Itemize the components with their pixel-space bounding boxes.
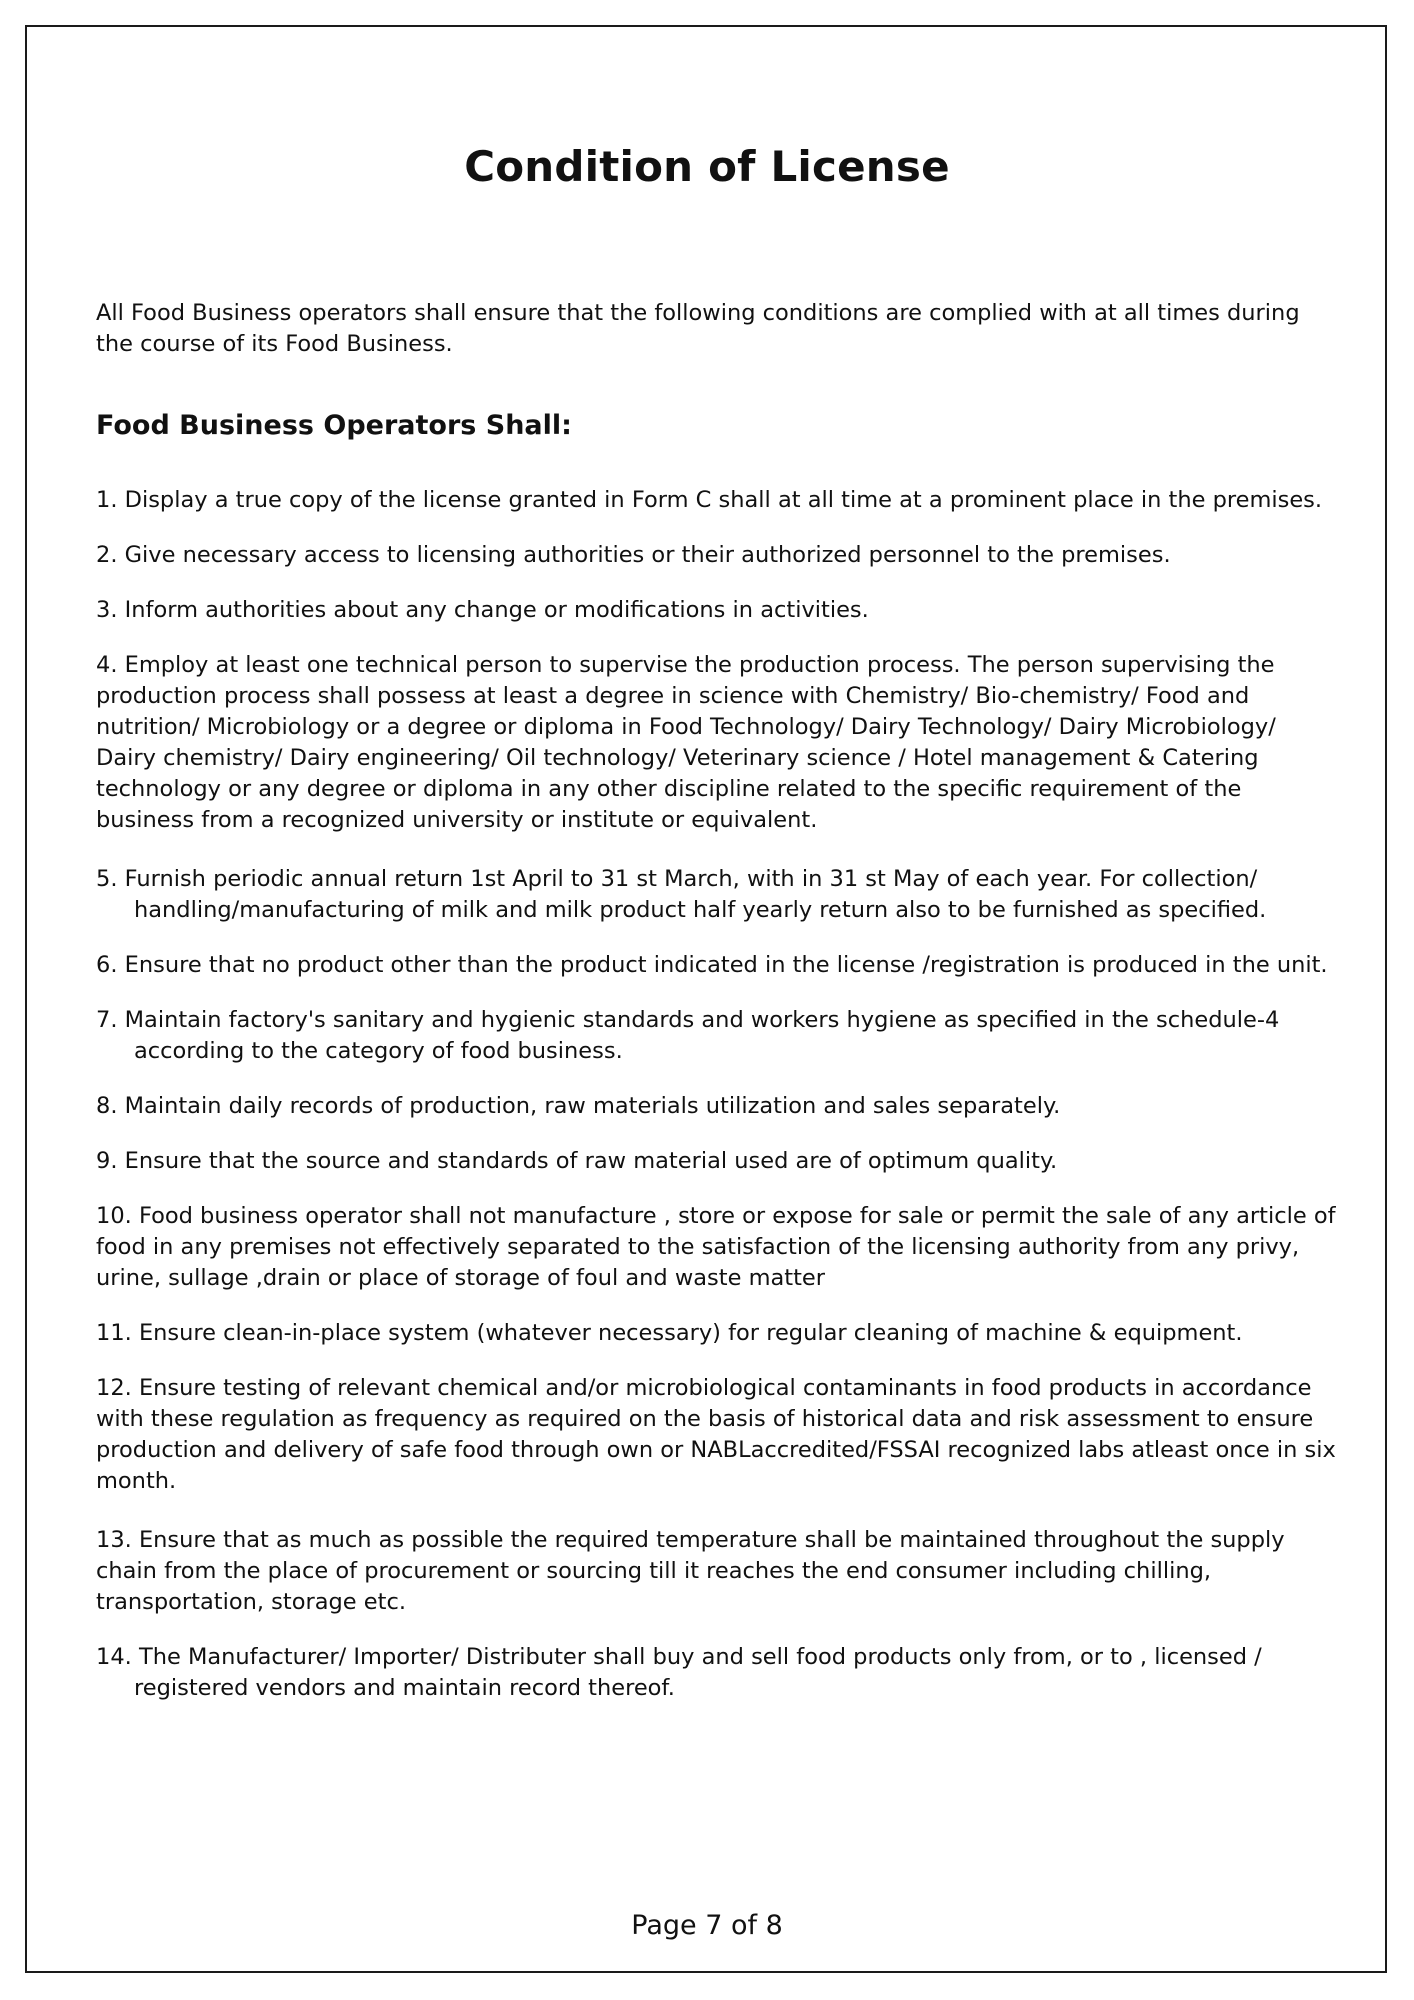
condition-text: Ensure that as much as possible the required temperature shall be maintained throughout the supply chain from the place of procurement or sourcing till it reaches the end consumer including chilling, transportation, storage etc.	[96, 1527, 1285, 1615]
condition-item	[96, 1005, 1336, 1067]
condition-item	[96, 1146, 1336, 1177]
section-heading: Food Business Operators Shall:	[96, 410, 572, 441]
condition-item	[96, 1525, 1336, 1618]
condition-text: Food business operator shall not manufacture , store or expose for sale or permit the sale of any article of food in any premises not effectively separated to the satisfaction of the licensing authority from any privy, urine, sullage ,drain or place of storage of foul and waste matter	[96, 1203, 1336, 1291]
condition-number: 10.	[96, 1203, 132, 1229]
condition-number: 1.	[96, 487, 118, 513]
condition-text: Ensure that the source and standards of raw material used are of optimum quality.	[124, 1148, 1058, 1174]
page-number: Page 7 of 8	[631, 1910, 783, 1941]
condition-item	[96, 595, 1336, 626]
condition-text: Inform authorities about any change or modifications in activities.	[124, 597, 869, 623]
condition-item	[96, 1201, 1336, 1294]
condition-item	[96, 650, 1336, 836]
condition-text: Display a true copy of the license granted in Form C shall at all time at a prominent place in the premises.	[124, 487, 1323, 513]
condition-number: 11.	[96, 1320, 132, 1346]
condition-number: 4.	[96, 652, 118, 678]
condition-number: 13.	[96, 1527, 132, 1553]
condition-text: Furnish periodic annual return 1st April to 31 st March, with in 31 st May of each year. For collection/ handling/manufacturing of milk and milk product half yearly return also to be furnished as specified.	[124, 866, 1267, 923]
condition-text: Ensure that no product other than the product indicated in the license /registration is produced in the unit.	[124, 952, 1328, 978]
condition-item	[96, 1091, 1336, 1122]
condition-item	[96, 1373, 1336, 1497]
condition-item	[96, 950, 1336, 981]
condition-number: 5.	[96, 866, 118, 892]
condition-number: 14.	[96, 1644, 132, 1670]
document-title: Condition of License	[464, 142, 950, 191]
condition-item	[96, 1318, 1336, 1349]
document-body	[96, 298, 1336, 1728]
condition-number: 12.	[96, 1375, 132, 1401]
condition-text: Give necessary access to licensing authorities or their authorized personnel to the premises.	[124, 542, 1171, 568]
condition-number: 6.	[96, 952, 118, 978]
intro-paragraph: All Food Business operators shall ensure that the following conditions are complied with at all times during the course of its Food Business.	[96, 300, 1300, 357]
condition-item	[96, 485, 1336, 516]
condition-text: Employ at least one technical person to supervise the production process. The person supervising the production process shall possess at least a degree in science with Chemistry/ Bio-chemistry/ Food and nutrition/ Microbiology or a degree or diploma in Food Technology/ Dairy Technology/ Dairy Microbiology/ Dairy chemistry/ Dairy engineering/ Oil technology/ Veterinary science / Hotel management & Catering technology or any degree or diploma in any other discipline related to the specific requirement of the business from a recognized university or institute or equivalent.	[96, 652, 1276, 833]
condition-item	[96, 540, 1336, 571]
condition-number: 2.	[96, 542, 118, 568]
condition-item	[96, 864, 1336, 926]
condition-item	[96, 1642, 1336, 1704]
condition-number: 9.	[96, 1148, 118, 1174]
condition-text: Ensure clean-in-place system (whatever necessary) for regular cleaning of machine & equipment.	[138, 1320, 1243, 1346]
condition-text: The Manufacturer/ Importer/ Distributer shall buy and sell food products only from, or to , licensed / registered vendors and maintain record thereof.	[134, 1644, 1262, 1701]
condition-number: 8.	[96, 1093, 118, 1119]
condition-number: 3.	[96, 597, 118, 623]
conditions-list	[96, 485, 1336, 1704]
condition-number: 7.	[96, 1007, 118, 1033]
condition-text: Maintain factory's sanitary and hygienic standards and workers hygiene as specified in the schedule-4 according to the category of food business.	[124, 1007, 1280, 1064]
condition-text: Maintain daily records of production, raw materials utilization and sales separately.	[124, 1093, 1061, 1119]
condition-text: Ensure testing of relevant chemical and/or microbiological contaminants in food products in accordance with these regulation as frequency as required on the basis of historical data and risk assessment to ensure production and delivery of safe food through own or NABLaccredited/FSSAI recognized labs atleast once in six month.	[96, 1375, 1336, 1494]
